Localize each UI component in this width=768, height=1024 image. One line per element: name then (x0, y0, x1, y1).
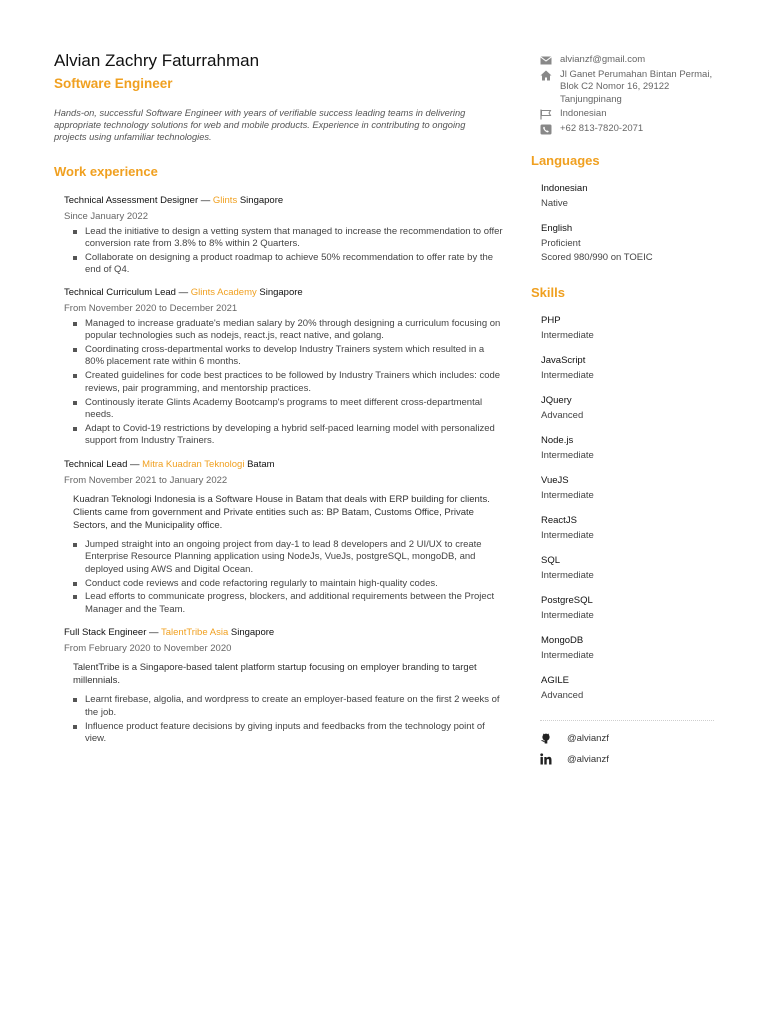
language-name: Indonesian (541, 183, 588, 194)
work-experience-heading: Work experience (54, 163, 158, 179)
list-item: Continously iterate Glints Academy Bootcamp's programs to meet different cross-departmental needs. (64, 397, 504, 422)
skill-level: Intermediate (541, 450, 594, 461)
language-item (541, 223, 716, 264)
skill-item (541, 475, 716, 502)
skill-level: Intermediate (541, 490, 594, 501)
job-bullets (64, 318, 506, 448)
skill-level: Advanced (541, 410, 584, 421)
list-item: Managed to increase graduate's median salary by 20% through designing a curriculum focusing on popular technologies such as nodejs, react.js, react native, and golang. (64, 318, 504, 343)
job-entry (64, 287, 506, 448)
language-level: Native (541, 198, 568, 209)
list-item: Collaborate on designing a product roadmap to achieve 50% recommendation to offer rate by the end of Q4. (64, 252, 504, 277)
skill-item (541, 595, 716, 622)
candidate-title: Software Engineer (54, 76, 173, 91)
social-divider (540, 720, 714, 721)
profile-summary: Hands-on, successful Software Engineer with years of verifiable success leading teams in delivering appropriate technology solutions for web and mobile products. Experience in contributing to ongoing projects using unfamiliar technologies. (54, 108, 466, 143)
job-company-link[interactable]: Mitra Kuadran Teknologi (142, 458, 245, 470)
github-handle[interactable]: @alvianzf (567, 733, 609, 744)
main-column (54, 50, 506, 747)
list-item: Conduct code reviews and code refactoring regularly to maintain high-quality codes. (64, 578, 504, 590)
job-role: Technical Assessment Designer (64, 194, 199, 206)
linkedin-link-row[interactable] (540, 753, 716, 766)
list-item: Created guidelines for code best practices to be followed by Industry Trainers which includes: code reviews, pair programming, and mentorship practices. (64, 370, 504, 395)
job-company-link[interactable]: Glints Academy (190, 286, 257, 298)
skill-name: JQuery (541, 395, 572, 406)
flag-icon (540, 109, 552, 120)
job-location: Singapore (259, 286, 303, 298)
skill-item (541, 355, 716, 382)
skill-level: Intermediate (541, 570, 594, 581)
contact-phone (531, 123, 716, 136)
phone-icon (540, 124, 552, 135)
list-item: Influence product feature decisions by giving inputs and feedbacks from the technology point of view. (64, 721, 504, 746)
skill-item (541, 635, 716, 662)
list-item: Jumped straight into an ongoing project from day-1 to lead 8 developers and 2 UI/UX to create Enterprise Resource Planning application using NodeJs, VueJs, postgreSQL, mongoDB, and deployed using AWS and Digital Ocean. (64, 539, 504, 576)
sidebar-column (531, 54, 716, 766)
email-link[interactable]: alvianzf@gmail.com (560, 54, 646, 65)
skill-level: Intermediate (541, 330, 594, 341)
skill-name: MongoDB (541, 635, 584, 646)
skill-name: ReactJS (541, 515, 577, 526)
job-header: Technical Curriculum Lead — Glints Academy Singapore (64, 286, 303, 298)
job-company-link[interactable]: Glints (212, 194, 238, 206)
skill-item (541, 555, 716, 582)
skill-name: Node.js (541, 435, 574, 446)
linkedin-handle[interactable]: @alvianzf (567, 754, 609, 765)
language-name: English (541, 223, 573, 234)
job-dates: From November 2020 to December 2021 (64, 302, 238, 314)
phone-text: +62 813-7820-2071 (560, 122, 644, 134)
job-dates: Since January 2022 (64, 210, 148, 222)
candidate-name: Alvian Zachry Faturrahman (54, 51, 260, 70)
list-item: Lead the initiative to design a vetting system that managed to increase the recommendation to offer conversion rate from 3.8% to 8% within 2 Quarters. (64, 226, 504, 251)
skill-level: Intermediate (541, 610, 594, 621)
job-location: Singapore (230, 627, 275, 639)
skill-name: PostgreSQL (541, 595, 593, 606)
list-item: Lead efforts to communicate progress, blockers, and additional requirements between the Project Manager and the Team. (64, 591, 504, 616)
linkedin-icon (540, 753, 552, 765)
job-bullets (64, 694, 506, 745)
home-icon (540, 70, 552, 81)
contact-address (531, 69, 716, 107)
address-text: Jl Ganet Perumahan Bintan Permai, Blok C2 Nomor 16, 29122 Tanjungpinang (560, 68, 713, 105)
nationality-text: Indonesian (560, 108, 607, 119)
skill-level: Intermediate (541, 530, 594, 541)
job-location: Batam (247, 458, 275, 470)
job-bullets (64, 226, 506, 277)
skill-level: Advanced (541, 690, 584, 701)
languages-heading: Languages (531, 153, 600, 168)
job-bullets (64, 539, 506, 616)
skill-name: VueJS (541, 475, 569, 486)
skill-name: SQL (541, 555, 561, 566)
job-role: Full Stack Engineer (64, 627, 147, 639)
github-icon (540, 732, 552, 744)
list-item: Adapt to Covid-19 restrictions by developing a hybrid self-paced learning model with personalized support from Industry Trainers. (64, 423, 504, 448)
job-description: TalentTribe is a Singapore-based talent platform startup focusing on employer branding to target millennials. (73, 662, 477, 687)
job-role: Technical Lead (64, 458, 128, 470)
skill-item (541, 515, 716, 542)
job-header: Technical Assessment Designer — Glints Singapore (64, 194, 284, 206)
skill-item (541, 435, 716, 462)
skill-item (541, 315, 716, 342)
skill-level: Intermediate (541, 370, 594, 381)
job-dates: From February 2020 to November 2020 (64, 643, 232, 655)
language-note: Scored 980/990 on TOEIC (541, 252, 653, 263)
job-header: Full Stack Engineer — TalentTribe Asia Singapore (64, 627, 275, 639)
job-dates: From November 2021 to January 2022 (64, 474, 228, 486)
contact-nationality (531, 108, 716, 121)
list-item: Coordinating cross-departmental works to develop Industry Trainers system which resulted in a 80% placement rate within 6 months. (64, 344, 504, 369)
language-item (541, 183, 716, 210)
job-entry (64, 195, 506, 277)
contact-email (531, 54, 716, 67)
skill-item (541, 675, 716, 702)
skill-name: PHP (541, 315, 561, 326)
job-header: Technical Lead — Mitra Kuadran Teknologi Batam (64, 458, 275, 470)
job-entry (64, 459, 506, 616)
job-description: Kuadran Teknologi Indonesia is a Software House in Batam that deals with ERP building for clients. Clients came from government and Private entities such as: BP Batam, Customs Office, Private Sectors, and the Municipality office. (73, 493, 490, 531)
language-level: Proficient (541, 238, 581, 249)
job-location: Singapore (239, 194, 284, 206)
job-role: Technical Curriculum Lead (64, 286, 176, 298)
skill-level: Intermediate (541, 650, 594, 661)
envelope-icon (540, 55, 552, 66)
skills-heading: Skills (531, 285, 565, 300)
job-company-link[interactable]: TalentTribe Asia (160, 627, 229, 639)
job-entry (64, 627, 506, 745)
skill-item (541, 395, 716, 422)
github-link-row[interactable] (540, 732, 716, 745)
skill-name: JavaScript (541, 355, 586, 366)
skill-name: AGILE (541, 675, 569, 686)
list-item: Learnt firebase, algolia, and wordpress to create an employer-based feature on the first 2 weeks of the job. (64, 694, 504, 719)
